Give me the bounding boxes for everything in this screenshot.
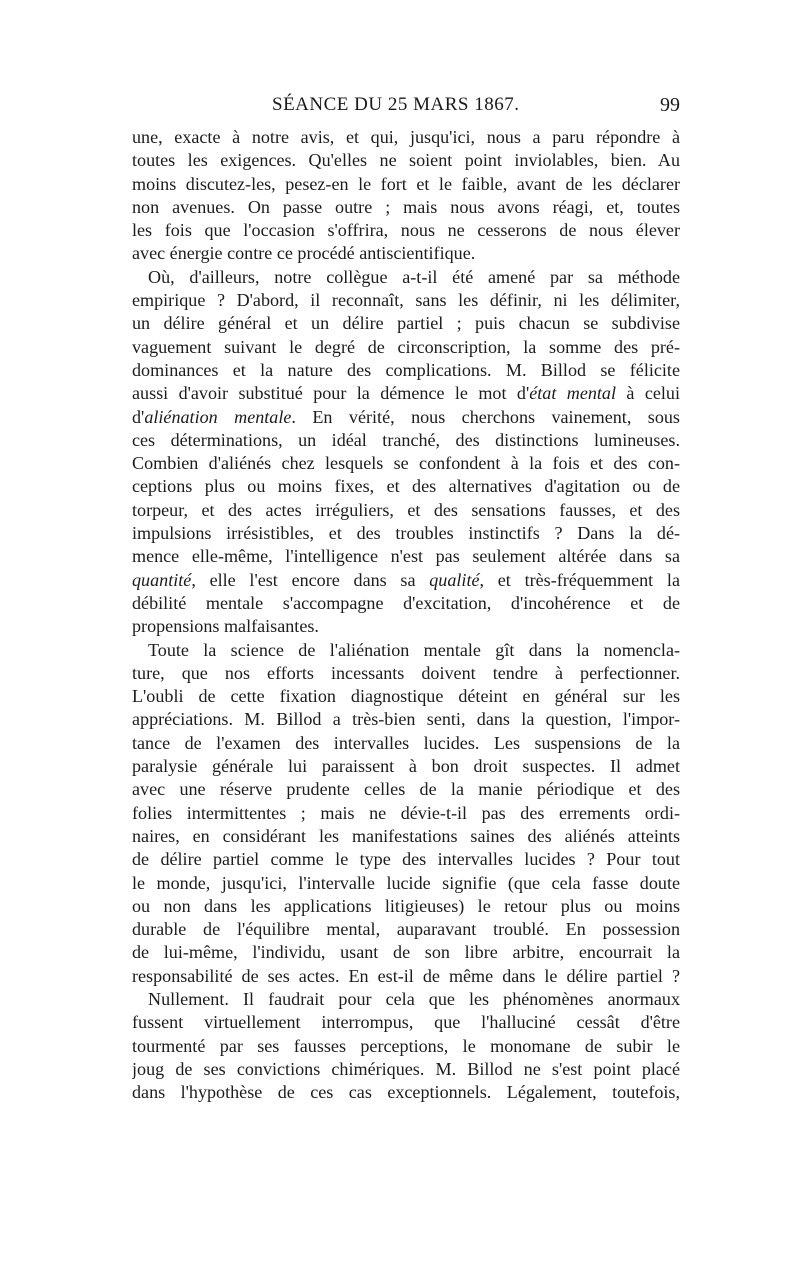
text-line: le monde, jusqu'ici, l'intervalle lucide signifie (que cela fasse doute	[132, 872, 680, 893]
text-line: naires, en considérant les manifestations saines des aliénés atteints	[132, 825, 680, 846]
text-line: de lui-même, l'individu, usant de son libre arbitre, encourrait la	[132, 942, 680, 963]
text-line: débilité mentale s'accompagne d'excitation, d'incohérence et de	[132, 592, 680, 613]
text-line: joug de ses convictions chimériques. M. Billod ne s'est point placé	[132, 1058, 680, 1079]
text-line: L'oubli de cette fixation diagnostique déteint en général sur les	[132, 686, 680, 707]
text-line: ou non dans les applications litigieuses) le retour plus ou moins	[132, 895, 680, 916]
running-head	[132, 94, 680, 122]
paragraph-start-line: Toute la science de l'aliénation mentale gît dans la nomencla-	[148, 639, 680, 660]
text-line: toutes les exigences. Qu'elles ne soient point inviolables, bien. Au	[132, 150, 680, 171]
text-line: non avenues. On passe outre ; mais nous avons réagi, et, toutes	[132, 196, 680, 217]
text-segment: , et très-fréquemment la	[479, 569, 680, 590]
text-line: avec énergie contre ce procédé antiscientifique.	[132, 243, 476, 264]
text-line: avec une réserve prudente celles de la manie périodique et des	[132, 779, 680, 800]
text-line: mence elle-même, l'intelligence n'est pas seulement altérée dans sa	[132, 546, 680, 567]
text-line: ture, que nos efforts incessants doivent tendre à perfectionner.	[132, 662, 680, 683]
text-line: ceptions plus ou moins fixes, et des alternatives d'agitation ou de	[132, 476, 680, 497]
text-line: vaguement suivant le degré de circonscription, la somme des pré-	[132, 336, 680, 357]
text-line: fussent virtuellement interrompus, que l'halluciné cessât d'être	[132, 1012, 680, 1033]
text-segment: . En vérité, nous cherchons vainement, sous	[291, 406, 680, 427]
italic-term: état mental	[529, 383, 616, 404]
text-line: de délire partiel comme le type des intervalles lucides ? Pour tout	[132, 849, 680, 870]
text-line: folies intermittentes ; mais ne dévie-t-il pas des errements ordi-	[132, 802, 680, 823]
text-line: Combien d'aliénés chez lesquels se confondent à la fois et des con-	[132, 453, 680, 474]
text-line: appréciations. M. Billod a très-bien senti, dans la question, l'impor-	[132, 709, 680, 730]
text-line: empirique ? D'abord, il reconnaît, sans les définir, ni les délimiter,	[132, 290, 680, 311]
italic-term: qualité	[429, 569, 480, 590]
text-segment: à celui	[616, 383, 680, 404]
text-line: impulsions irrésistibles, et des troubles instinctifs ? Dans la dé-	[132, 523, 680, 544]
text-line: ces déterminations, un idéal tranché, des distinctions lumineuses.	[132, 429, 680, 450]
text-line: une, exacte à notre avis, et qui, jusqu'ici, nous a paru répondre à	[132, 127, 680, 147]
text-line: dans l'hypothèse de ces cas exceptionnels. Légalement, toutefois,	[132, 1082, 680, 1103]
text-line: responsabilité de ses actes. En est-il de même dans le délire partiel ?	[132, 965, 680, 986]
body-text	[132, 126, 680, 1104]
text-line: durable de l'équilibre mental, auparavant troublé. En possession	[132, 919, 680, 940]
running-title: SÉANCE DU 25 MARS 1867.	[272, 94, 520, 115]
text-line: moins discutez-les, pesez-en le fort et le faible, avant de les déclarer	[132, 173, 680, 194]
text-segment: d'	[132, 406, 145, 427]
italic-term: quantité	[132, 569, 192, 590]
page-number: 99	[660, 94, 680, 116]
text-line: un délire général et un délire partiel ; puis chacun se subdivise	[132, 313, 680, 334]
text-line: paralysie générale lui paraissent à bon droit suspectes. Il admet	[132, 756, 680, 777]
paragraph-start-line: Où, d'ailleurs, notre collègue a-t-il été amené par sa méthode	[148, 266, 680, 287]
italic-term: aliénation mentale	[144, 406, 292, 427]
paragraph-start-line: Nullement. Il faudrait pour cela que les phénomènes anormaux	[148, 988, 680, 1009]
text-line: tourmenté par ses fausses perceptions, le monomane de subir le	[132, 1035, 680, 1056]
text-line: propensions malfaisantes.	[132, 616, 319, 637]
text-line-mixed	[132, 406, 680, 429]
text-line: tance de l'examen des intervalles lucides. Les suspensions de la	[132, 732, 680, 753]
text-line: dominances et la nature des complications. M. Billod se félicite	[132, 359, 680, 380]
text-line: les fois que l'occasion s'offrira, nous ne cesserons de nous élever	[132, 220, 680, 241]
text-line: torpeur, et des actes irréguliers, et des sensations fausses, et des	[132, 499, 680, 520]
text-line-mixed	[132, 382, 680, 405]
text-segment: aussi d'avoir substitué pour la démence le mot d'	[132, 383, 530, 404]
text-segment: , elle l'est encore dans sa	[191, 569, 430, 590]
text-line-mixed	[132, 569, 680, 592]
